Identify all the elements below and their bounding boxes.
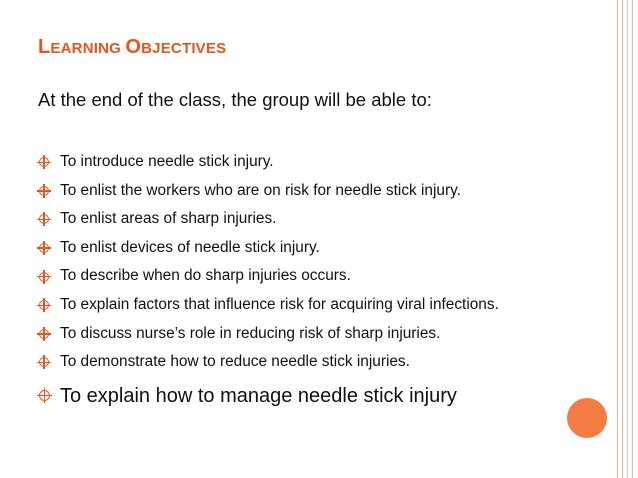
title-rest: BJECTIVES <box>141 40 227 57</box>
circled-cross-icon <box>39 357 49 367</box>
title-initial: O <box>125 36 142 58</box>
list-item <box>38 148 608 177</box>
list-item <box>38 234 608 263</box>
list-item-text: To explain factors that influence risk for acquiring viral infections. <box>60 295 499 313</box>
circled-cross-icon <box>39 157 49 167</box>
list-item-text: To enlist areas of sharp injuries. <box>60 210 277 228</box>
intro-text: At the end of the class, the group will be able to: <box>38 89 432 110</box>
circled-cross-icon <box>39 243 49 253</box>
list-item-text: To introduce needle stick injury. <box>60 153 274 170</box>
list-item-text: To describe when do sharp injuries occurs. <box>60 267 351 285</box>
circled-cross-icon <box>39 390 50 401</box>
slide-title <box>38 36 226 59</box>
circled-cross-icon <box>39 329 49 339</box>
edge-line <box>632 0 633 478</box>
objectives-list <box>38 148 608 413</box>
list-item <box>38 379 608 413</box>
circled-cross-icon <box>39 300 49 310</box>
edge-line <box>617 0 618 478</box>
circled-cross-icon <box>39 186 49 196</box>
list-item <box>38 291 608 320</box>
list-item-text: To enlist devices of needle stick injury. <box>60 238 320 256</box>
circled-cross-icon <box>39 214 49 224</box>
list-item <box>38 348 608 377</box>
list-item <box>38 320 608 349</box>
list-item <box>38 205 608 234</box>
list-item <box>38 262 608 291</box>
list-item-text: To enlist the workers who are on risk for needle stick injury. <box>60 181 461 199</box>
edge-line <box>622 0 623 478</box>
list-item-text: To discuss nurse’s role in reducing risk of sharp injuries. <box>60 324 441 342</box>
decorative-circle <box>567 398 607 438</box>
title-initial: L <box>38 36 51 58</box>
list-item <box>38 177 608 206</box>
edge-line <box>627 0 628 478</box>
list-item-text: To demonstrate how to reduce needle stick injuries. <box>60 353 410 371</box>
circled-cross-icon <box>39 272 49 282</box>
title-rest: EARNING <box>50 40 121 57</box>
list-item-text: To explain how to manage needle stick injury <box>60 384 457 407</box>
